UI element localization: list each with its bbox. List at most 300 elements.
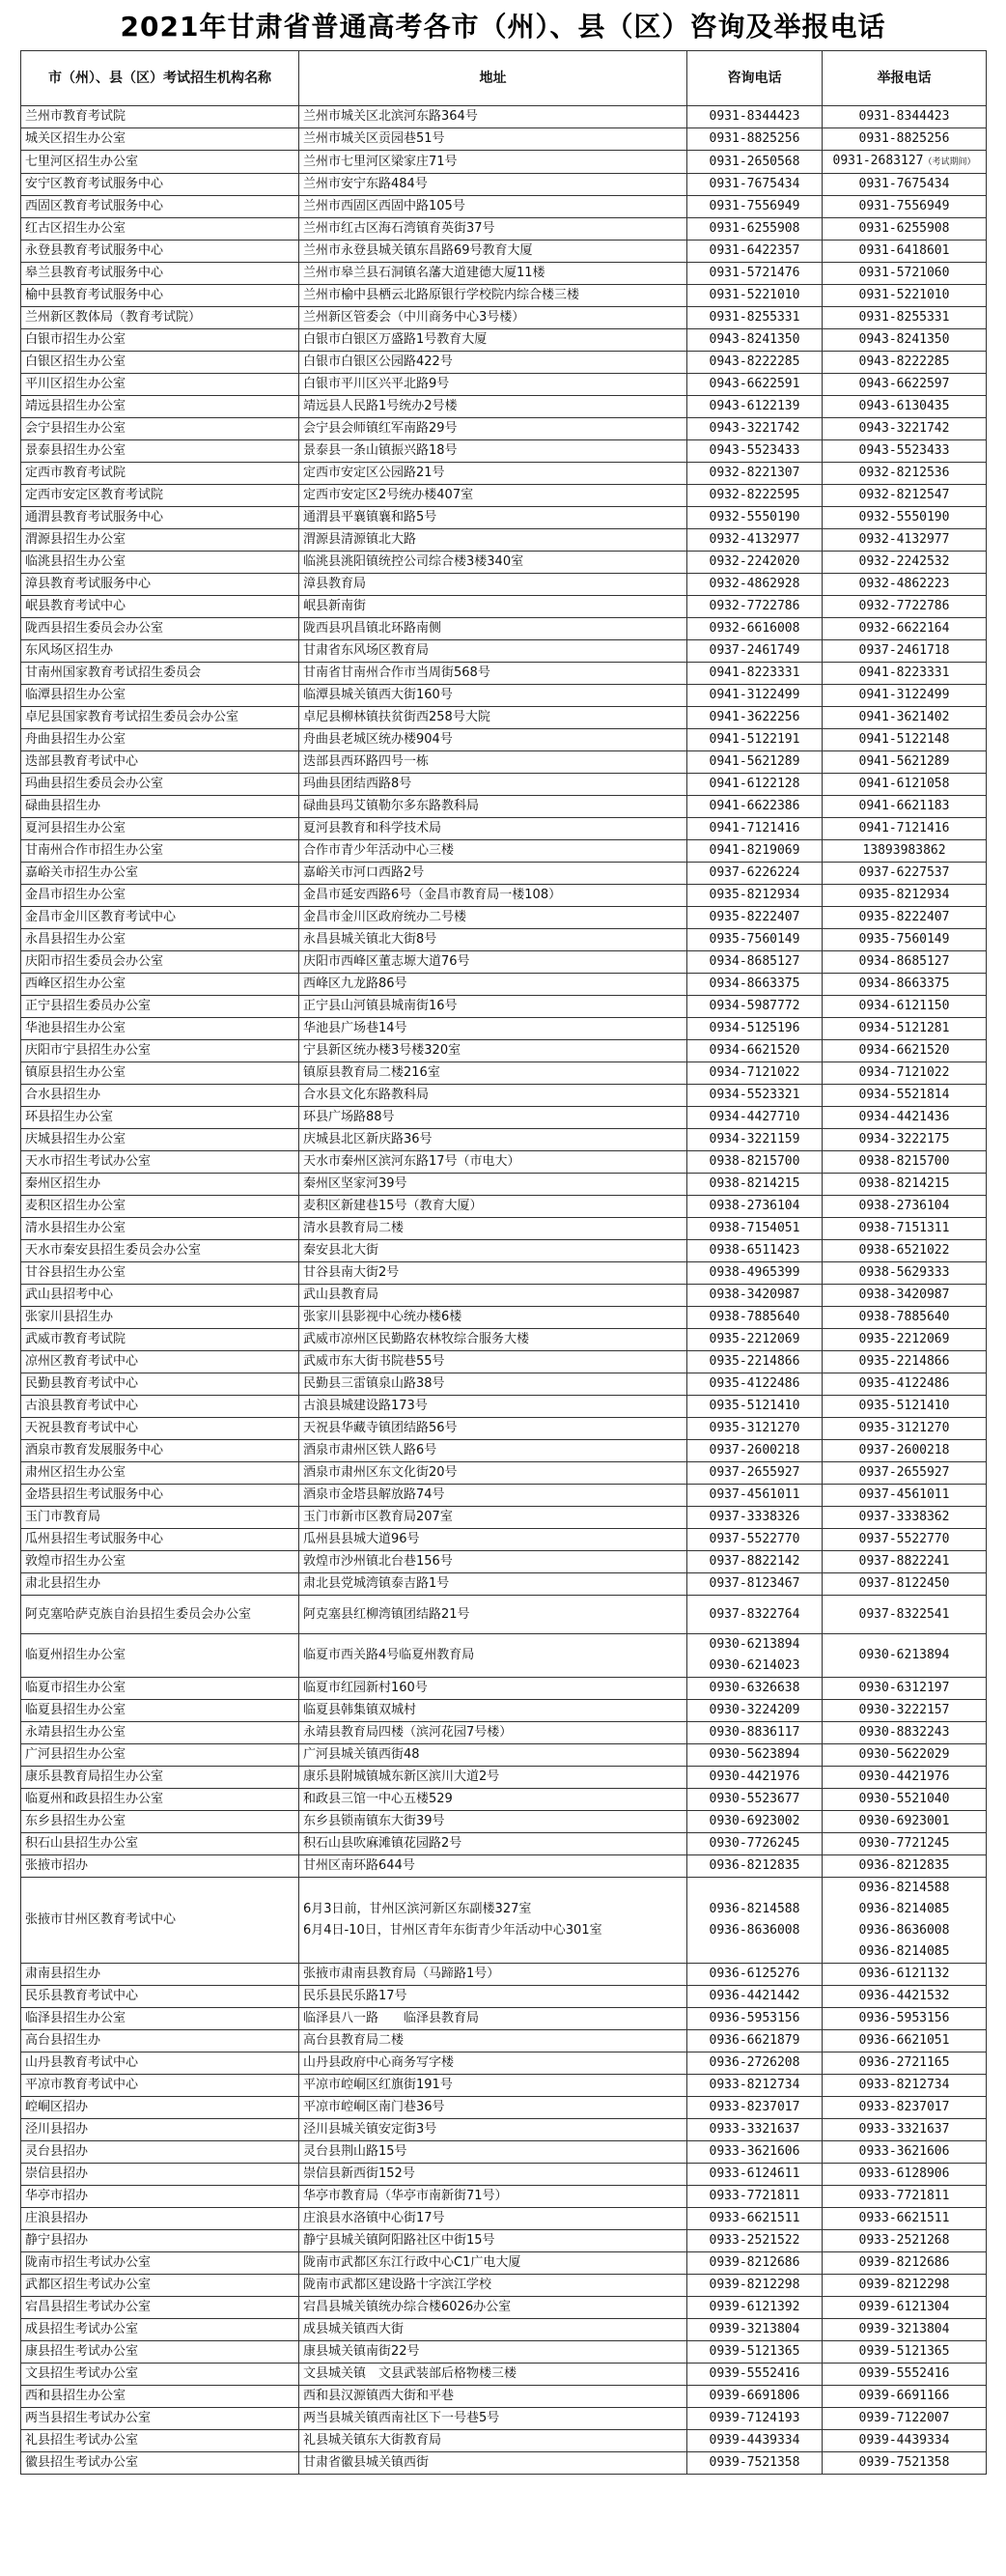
org-name-cell: 临潭县招生办公室 — [21, 685, 299, 707]
consult-phone-cell: 0932-2242020 — [687, 552, 823, 574]
org-name-cell: 西固区教育考试服务中心 — [21, 196, 299, 218]
table-row — [21, 1634, 987, 1678]
report-phone-cell: 0943-8241350 — [823, 329, 987, 352]
org-name-cell: 积石山县招生办公室 — [21, 1833, 299, 1855]
table-row — [21, 974, 987, 996]
table-row — [21, 907, 987, 929]
table-row — [21, 1196, 987, 1218]
consult-phone-cell: 0935-2212069 — [687, 1329, 823, 1351]
table-row — [21, 507, 987, 529]
org-name-cell: 漳县教育考试服务中心 — [21, 574, 299, 596]
org-name-cell: 华亭市招办 — [21, 2186, 299, 2208]
consult-phone-cell: 0931-5221010 — [687, 285, 823, 307]
table-row — [21, 1485, 987, 1507]
org-name-cell: 永登县教育考试服务中心 — [21, 241, 299, 263]
address-cell: 临洮县洮阳镇统控公司综合楼3楼340室 — [299, 552, 687, 574]
cell-line: 6月4日-10日，甘州区青年东街青少年活动中心301室 — [303, 1923, 602, 1938]
consult-phone-cell: 0943-3221742 — [687, 418, 823, 440]
address-cell: 临潭县城关镇西大街160号 — [299, 685, 687, 707]
report-phone-cell: 0938-5629333 — [823, 1262, 987, 1285]
table-row — [21, 1062, 987, 1085]
table-row — [21, 2141, 987, 2164]
report-phone-cell: 0941-5122148 — [823, 729, 987, 751]
consult-phone-cell: 0938-4965399 — [687, 1262, 823, 1285]
report-phone-cell: 0943-3221742 — [823, 418, 987, 440]
cell-line: 0936-8214588 — [709, 1902, 800, 1916]
org-name-cell: 武威市教育考试院 — [21, 1329, 299, 1351]
address-cell: 灵台县荆山路15号 — [299, 2141, 687, 2164]
consult-phone-cell: 0930-3224209 — [687, 1700, 823, 1722]
table-row — [21, 2319, 987, 2341]
org-name-cell: 舟曲县招生办公室 — [21, 729, 299, 751]
org-name-cell: 靖远县招生办公室 — [21, 396, 299, 418]
report-phone-cell: 0932-5550190 — [823, 507, 987, 529]
table-row — [21, 1551, 987, 1573]
report-phone-cell: 0930-6213894 — [823, 1634, 987, 1678]
address-cell: 两当县城关镇西南社区下一号巷5号 — [299, 2408, 687, 2430]
report-phone-cell: 0937-3338362 — [823, 1507, 987, 1529]
table-row — [21, 352, 987, 374]
org-name-cell: 广河县招生办公室 — [21, 1744, 299, 1767]
table-row — [21, 574, 987, 596]
table-row — [21, 774, 987, 796]
consult-phone-cell: 0933-7721811 — [687, 2186, 823, 2208]
table-row — [21, 2164, 987, 2186]
consult-phone-cell: 0936-8212835 — [687, 1855, 823, 1878]
table-row — [21, 1329, 987, 1351]
address-cell: 渭源县清源镇北大路 — [299, 529, 687, 552]
report-phone-cell: 0939-8212298 — [823, 2275, 987, 2297]
address-cell: 甘南省甘南州合作市当周街568号 — [299, 663, 687, 685]
org-name-cell: 天水市秦安县招生委员会办公室 — [21, 1240, 299, 1262]
contact-table — [20, 50, 987, 2475]
report-phone-cell: 0938-2736104 — [823, 1196, 987, 1218]
address-cell: 酒泉市肃州区铁人路6号 — [299, 1440, 687, 1462]
address-cell: 和政县三馆一中心五楼529 — [299, 1789, 687, 1811]
table-row — [21, 751, 987, 774]
report-note: （考试期间） — [923, 157, 976, 167]
address-cell: 广河县城关镇西街48 — [299, 1744, 687, 1767]
consult-phone-cell — [687, 1878, 823, 1964]
org-name-cell: 白银市招生办公室 — [21, 329, 299, 352]
report-phone-cell: 0936-4421532 — [823, 1986, 987, 2008]
consult-phone-cell: 0930-6326638 — [687, 1678, 823, 1700]
table-row — [21, 863, 987, 885]
report-phone-cell: 0943-8222285 — [823, 352, 987, 374]
header-report-phone: 举报电话 — [823, 51, 987, 106]
org-name-cell: 泾川县招办 — [21, 2119, 299, 2141]
address-cell: 阿克塞县红柳湾镇团结路21号 — [299, 1596, 687, 1634]
report-phone-cell — [823, 1878, 987, 1964]
table-row — [21, 596, 987, 618]
cell-line: 0930-6214023 — [709, 1658, 800, 1673]
org-name-cell: 永昌县招生办公室 — [21, 929, 299, 951]
consult-phone-cell: 0931-6255908 — [687, 218, 823, 241]
org-name-cell: 麦积区招生办公室 — [21, 1196, 299, 1218]
org-name-cell: 古浪县教育考试中心 — [21, 1396, 299, 1418]
consult-phone-cell: 0932-6616008 — [687, 618, 823, 640]
org-name-cell: 七里河区招生办公室 — [21, 151, 299, 174]
consult-phone-cell: 0930-7726245 — [687, 1833, 823, 1855]
address-cell: 临夏市红园新村160号 — [299, 1678, 687, 1700]
consult-phone-cell: 0939-6691806 — [687, 2386, 823, 2408]
address-cell: 甘谷县南大街2号 — [299, 1262, 687, 1285]
consult-phone-cell: 0935-5121410 — [687, 1396, 823, 1418]
consult-phone-cell: 0939-5552416 — [687, 2364, 823, 2386]
consult-phone-cell: 0937-4561011 — [687, 1485, 823, 1507]
org-name-cell: 陇南市招生考试办公室 — [21, 2252, 299, 2275]
address-cell: 陇南市武都区东江行政中心C1广电大厦 — [299, 2252, 687, 2275]
consult-phone-cell: 0941-8219069 — [687, 840, 823, 863]
consult-phone-cell: 0938-7885640 — [687, 1307, 823, 1329]
org-name-cell: 成县招生考试办公室 — [21, 2319, 299, 2341]
table-row — [21, 885, 987, 907]
report-phone-cell: 0939-5552416 — [823, 2364, 987, 2386]
consult-phone-cell: 0931-8344423 — [687, 106, 823, 128]
report-phone-cell: 0941-5621289 — [823, 751, 987, 774]
table-row — [21, 2297, 987, 2319]
table-row — [21, 552, 987, 574]
org-name-cell: 庆阳市招生委员会办公室 — [21, 951, 299, 974]
consult-phone-cell: 0939-7124193 — [687, 2408, 823, 2430]
org-name-cell: 文县招生考试办公室 — [21, 2364, 299, 2386]
table-row — [21, 2008, 987, 2030]
address-cell: 西峰区九龙路86号 — [299, 974, 687, 996]
org-name-cell: 张掖市招办 — [21, 1855, 299, 1878]
address-cell: 合作市青少年活动中心三楼 — [299, 840, 687, 863]
table-row — [21, 1596, 987, 1634]
consult-phone-cell: 0935-4122486 — [687, 1373, 823, 1396]
address-cell: 麦积区新建巷15号（教育大厦） — [299, 1196, 687, 1218]
consult-phone-cell: 0934-4427710 — [687, 1107, 823, 1129]
consult-phone-cell: 0933-6124611 — [687, 2164, 823, 2186]
table-row — [21, 1855, 987, 1878]
table-row — [21, 1240, 987, 1262]
org-name-cell: 阿克塞哈萨克族自治县招生委员会办公室 — [21, 1596, 299, 1634]
org-name-cell: 环县招生办公室 — [21, 1107, 299, 1129]
address-cell: 永靖县教育局四楼（滨河花园7号楼） — [299, 1722, 687, 1744]
consult-phone-cell: 0937-6226224 — [687, 863, 823, 885]
consult-phone-cell: 0933-3621606 — [687, 2141, 823, 2164]
table-body — [21, 106, 987, 2475]
consult-phone-cell: 0932-7722786 — [687, 596, 823, 618]
report-phone-cell: 13893983862 — [823, 840, 987, 863]
table-row — [21, 151, 987, 174]
report-phone-cell: 0939-6691166 — [823, 2386, 987, 2408]
org-name-cell: 渭源县招生办公室 — [21, 529, 299, 552]
consult-phone-cell: 0930-5523677 — [687, 1789, 823, 1811]
address-cell: 礼县城关镇东大街教育局 — [299, 2430, 687, 2452]
org-name-cell: 武都区招生考试办公室 — [21, 2275, 299, 2297]
report-phone-cell: 0943-6130435 — [823, 396, 987, 418]
report-phone-cell: 0932-4132977 — [823, 529, 987, 552]
table-row — [21, 1507, 987, 1529]
org-name-cell: 金昌市招生办公室 — [21, 885, 299, 907]
org-name-cell: 肃南县招生办 — [21, 1964, 299, 1986]
org-name-cell: 凉州区教育考试中心 — [21, 1351, 299, 1373]
report-phone-cell: 0939-6121304 — [823, 2297, 987, 2319]
report-phone-cell: 0937-8322541 — [823, 1596, 987, 1634]
org-name-cell: 夏河县招生办公室 — [21, 818, 299, 840]
org-name-cell: 庆城县招生办公室 — [21, 1129, 299, 1151]
report-phone-cell: 0930-3222157 — [823, 1700, 987, 1722]
report-phone-cell: 0939-7122007 — [823, 2408, 987, 2430]
address-cell: 白银市平川区兴平北路9号 — [299, 374, 687, 396]
consult-phone-cell: 0931-6422357 — [687, 241, 823, 263]
table-row — [21, 396, 987, 418]
table-header — [21, 51, 987, 106]
address-cell: 崇信县新西街152号 — [299, 2164, 687, 2186]
address-cell: 夏河县教育和科学技术局 — [299, 818, 687, 840]
table-row — [21, 1373, 987, 1396]
address-cell: 陇南市武都区建设路十字滨江学校 — [299, 2275, 687, 2297]
address-cell: 漳县教育局 — [299, 574, 687, 596]
address-cell: 张家川县影视中心统办楼6楼 — [299, 1307, 687, 1329]
address-cell: 兰州市榆中县栖云北路原银行学校院内综合楼三楼 — [299, 285, 687, 307]
address-cell: 兰州市安宁东路484号 — [299, 174, 687, 196]
report-phone-cell: 0939-4439334 — [823, 2430, 987, 2452]
consult-phone-cell: 0934-5125196 — [687, 1018, 823, 1040]
table-row — [21, 707, 987, 729]
org-name-cell: 瓜州县招生考试服务中心 — [21, 1529, 299, 1551]
address-cell: 金昌市金川区政府统办二号楼 — [299, 907, 687, 929]
cell-line: 0936-8214085 — [858, 1944, 950, 1959]
address-cell: 甘肃省徽县城关镇西街 — [299, 2452, 687, 2475]
address-cell: 玛曲县团结西路8号 — [299, 774, 687, 796]
address-cell: 山丹县政府中心商务写字楼 — [299, 2052, 687, 2075]
table-row — [21, 2052, 987, 2075]
org-name-cell: 徽县招生考试办公室 — [21, 2452, 299, 2475]
consult-phone-cell: 0939-5121365 — [687, 2341, 823, 2364]
org-name-cell: 崇信县招办 — [21, 2164, 299, 2186]
org-name-cell: 民勤县教育考试中心 — [21, 1373, 299, 1396]
consult-phone-cell: 0934-3221159 — [687, 1129, 823, 1151]
report-phone-cell: 0935-8212934 — [823, 885, 987, 907]
consult-phone-cell: 0933-2521522 — [687, 2230, 823, 2252]
report-phone-cell: 0935-2212069 — [823, 1329, 987, 1351]
address-cell: 武威市东大街书院巷55号 — [299, 1351, 687, 1373]
org-name-cell: 东风场区招生办 — [21, 640, 299, 663]
org-name-cell: 甘南州国家教育考试招生委员会 — [21, 663, 299, 685]
consult-phone-cell: 0933-8237017 — [687, 2097, 823, 2119]
org-name-cell: 陇西县招生委员会办公室 — [21, 618, 299, 640]
table-row — [21, 1174, 987, 1196]
table-row — [21, 485, 987, 507]
consult-phone-cell: 0931-2650568 — [687, 151, 823, 174]
org-name-cell: 静宁县招办 — [21, 2230, 299, 2252]
table-row — [21, 2341, 987, 2364]
report-phone-cell: 0937-4561011 — [823, 1485, 987, 1507]
consult-phone-cell: 0936-6125276 — [687, 1964, 823, 1986]
address-cell: 宁县新区统办楼3号楼320室 — [299, 1040, 687, 1062]
report-phone-cell: 0937-8122450 — [823, 1573, 987, 1596]
table-row — [21, 241, 987, 263]
table-row — [21, 2230, 987, 2252]
address-cell: 华亭市教育局（华亭市南新街71号） — [299, 2186, 687, 2208]
report-phone-cell: 0931-6255908 — [823, 218, 987, 241]
table-row — [21, 840, 987, 863]
table-row — [21, 1129, 987, 1151]
consult-phone-cell: 0941-5621289 — [687, 751, 823, 774]
cell-line: 0930-6213894 — [709, 1637, 800, 1652]
report-phone-cell: 0935-3121270 — [823, 1418, 987, 1440]
address-cell: 甘肃省东风场区教育局 — [299, 640, 687, 663]
consult-phone-cell: 0939-3213804 — [687, 2319, 823, 2341]
org-name-cell: 玛曲县招生委员会办公室 — [21, 774, 299, 796]
report-phone-cell: 0941-7121416 — [823, 818, 987, 840]
address-cell: 清水县教育局二楼 — [299, 1218, 687, 1240]
table-row — [21, 418, 987, 440]
table-row — [21, 529, 987, 552]
table-row — [21, 818, 987, 840]
org-name-cell: 皋兰县教育考试服务中心 — [21, 263, 299, 285]
table-row — [21, 663, 987, 685]
consult-phone-cell: 0935-8212934 — [687, 885, 823, 907]
org-name-cell: 清水县招生办公室 — [21, 1218, 299, 1240]
report-phone-cell: 0938-8214215 — [823, 1174, 987, 1196]
org-name-cell: 肃北县招生办 — [21, 1573, 299, 1596]
address-cell: 靖远县人民路1号统办2号楼 — [299, 396, 687, 418]
table-row — [21, 618, 987, 640]
consult-phone-cell: 0931-8825256 — [687, 128, 823, 151]
table-row — [21, 996, 987, 1018]
consult-phone-cell: 0943-8222285 — [687, 352, 823, 374]
consult-phone-cell: 0937-8123467 — [687, 1573, 823, 1596]
table-row — [21, 2075, 987, 2097]
table-row — [21, 1462, 987, 1485]
consult-phone-cell: 0941-6122128 — [687, 774, 823, 796]
consult-phone-cell: 0937-2600218 — [687, 1440, 823, 1462]
header-row — [21, 51, 987, 106]
address-cell: 张掖市肃南县教育局（马蹄路1号） — [299, 1964, 687, 1986]
consult-phone-cell: 0937-5522770 — [687, 1529, 823, 1551]
consult-phone-cell: 0941-3622256 — [687, 707, 823, 729]
consult-phone-cell: 0935-7560149 — [687, 929, 823, 951]
org-name-cell: 张掖市甘州区教育考试中心 — [21, 1878, 299, 1964]
table-row — [21, 929, 987, 951]
address-cell: 镇原县教育局二楼216室 — [299, 1062, 687, 1085]
consult-phone-cell: 0938-7154051 — [687, 1218, 823, 1240]
report-phone-cell: 0931-8255331 — [823, 307, 987, 329]
address-cell: 酒泉市金塔县解放路74号 — [299, 1485, 687, 1507]
header-consult-phone: 咨询电话 — [687, 51, 823, 106]
consult-phone-cell: 0935-2214866 — [687, 1351, 823, 1373]
consult-phone-cell: 0936-6621879 — [687, 2030, 823, 2052]
table-row — [21, 2452, 987, 2475]
report-phone-cell: 0937-6227537 — [823, 863, 987, 885]
address-cell: 敦煌市沙州镇北台巷156号 — [299, 1551, 687, 1573]
report-phone-cell: 0931-8344423 — [823, 106, 987, 128]
cell-line: 0936-8636008 — [858, 1923, 950, 1938]
address-cell: 积石山县吹麻滩镇花园路2号 — [299, 1833, 687, 1855]
address-cell: 兰州市皋兰县石洞镇名藩大道建德大厦11楼 — [299, 263, 687, 285]
org-name-cell: 西峰区招生办公室 — [21, 974, 299, 996]
table-row — [21, 106, 987, 128]
address-cell: 高台县教育局二楼 — [299, 2030, 687, 2052]
header-org: 市（州）、县（区）考试招生机构名称 — [21, 51, 299, 106]
org-name-cell: 岷县教育考试中心 — [21, 596, 299, 618]
consult-phone-cell: 0930-5623894 — [687, 1744, 823, 1767]
report-phone-cell: 0933-8237017 — [823, 2097, 987, 2119]
table-row — [21, 1833, 987, 1855]
address-cell: 迭部县西环路四号一栋 — [299, 751, 687, 774]
address-cell: 平凉市崆峒区南门巷36号 — [299, 2097, 687, 2119]
consult-phone-cell: 0933-6621511 — [687, 2208, 823, 2230]
consult-phone-cell: 0938-8214215 — [687, 1174, 823, 1196]
report-phone-cell: 0941-3122499 — [823, 685, 987, 707]
address-cell: 民乐县民乐路17号 — [299, 1986, 687, 2008]
report-phone-cell: 0938-6521022 — [823, 1240, 987, 1262]
address-cell: 卓尼县柳林镇扶贫街西258号大院 — [299, 707, 687, 729]
address-cell — [299, 1878, 687, 1964]
report-phone-cell: 0931-8825256 — [823, 128, 987, 151]
org-name-cell: 兰州新区教体局（教育考试院） — [21, 307, 299, 329]
address-cell: 民勤县三雷镇泉山路38号 — [299, 1373, 687, 1396]
address-cell: 正宁县山河镇县城南街16号 — [299, 996, 687, 1018]
address-cell: 天水市秦州区滨河东路17号（市电大） — [299, 1151, 687, 1174]
consult-phone-cell: 0943-6122139 — [687, 396, 823, 418]
org-name-cell: 合水县招生办 — [21, 1085, 299, 1107]
table-row — [21, 128, 987, 151]
org-name-cell: 临泽县招生办公室 — [21, 2008, 299, 2030]
report-phone-cell: 0938-7885640 — [823, 1307, 987, 1329]
table-row — [21, 729, 987, 751]
address-cell: 兰州市城关区北滨河东路364号 — [299, 106, 687, 128]
table-row — [21, 1700, 987, 1722]
org-name-cell: 通渭县教育考试服务中心 — [21, 507, 299, 529]
org-name-cell: 玉门市教育局 — [21, 1507, 299, 1529]
cell-line: 0936-8636008 — [709, 1923, 800, 1938]
report-phone-cell: 0933-2521268 — [823, 2230, 987, 2252]
table-row — [21, 1964, 987, 1986]
table-row — [21, 2408, 987, 2430]
address-cell: 武山县教育局 — [299, 1285, 687, 1307]
report-phone-cell: 0931-5721060 — [823, 263, 987, 285]
address-cell: 秦安县北大街 — [299, 1240, 687, 1262]
address-cell: 瓜州县县城大道96号 — [299, 1529, 687, 1551]
address-cell: 文县城关镇 文县武装部后格物楼三楼 — [299, 2364, 687, 2386]
report-phone-cell: 0930-8832243 — [823, 1722, 987, 1744]
consult-phone-cell: 0937-2461749 — [687, 640, 823, 663]
address-cell: 白银市白银区万盛路1号教育大厦 — [299, 329, 687, 352]
table-row — [21, 1722, 987, 1744]
table-row — [21, 2030, 987, 2052]
org-name-cell: 秦州区招生办 — [21, 1174, 299, 1196]
address-cell: 康乐县附城镇城东新区滨川大道2号 — [299, 1767, 687, 1789]
address-cell: 东乡县锁南镇东大街39号 — [299, 1811, 687, 1833]
org-name-cell: 庆阳市宁县招生办公室 — [21, 1040, 299, 1062]
report-phone-cell: 0941-6121058 — [823, 774, 987, 796]
report-phone-cell: 0937-2461718 — [823, 640, 987, 663]
report-phone-cell: 0934-4421436 — [823, 1107, 987, 1129]
table-row — [21, 463, 987, 485]
consult-phone-cell: 0933-8212734 — [687, 2075, 823, 2097]
org-name-cell: 碌曲县招生办 — [21, 796, 299, 818]
report-phone-cell: 0935-5121410 — [823, 1396, 987, 1418]
table-row — [21, 1678, 987, 1700]
consult-phone-cell: 0937-2655927 — [687, 1462, 823, 1485]
org-name-cell: 庄浪县招办 — [21, 2208, 299, 2230]
table-row — [21, 2186, 987, 2208]
report-phone-cell: 0936-2721165 — [823, 2052, 987, 2075]
report-phone-cell: 0939-7521358 — [823, 2452, 987, 2475]
consult-phone-cell: 0943-5523433 — [687, 440, 823, 463]
org-name-cell: 临夏州和政县招生办公室 — [21, 1789, 299, 1811]
org-name-cell: 临夏县招生办公室 — [21, 1700, 299, 1722]
org-name-cell: 敦煌市招生办公室 — [21, 1551, 299, 1573]
org-name-cell: 正宁县招生委员办公室 — [21, 996, 299, 1018]
address-cell: 庆城县北区新庆路36号 — [299, 1129, 687, 1151]
